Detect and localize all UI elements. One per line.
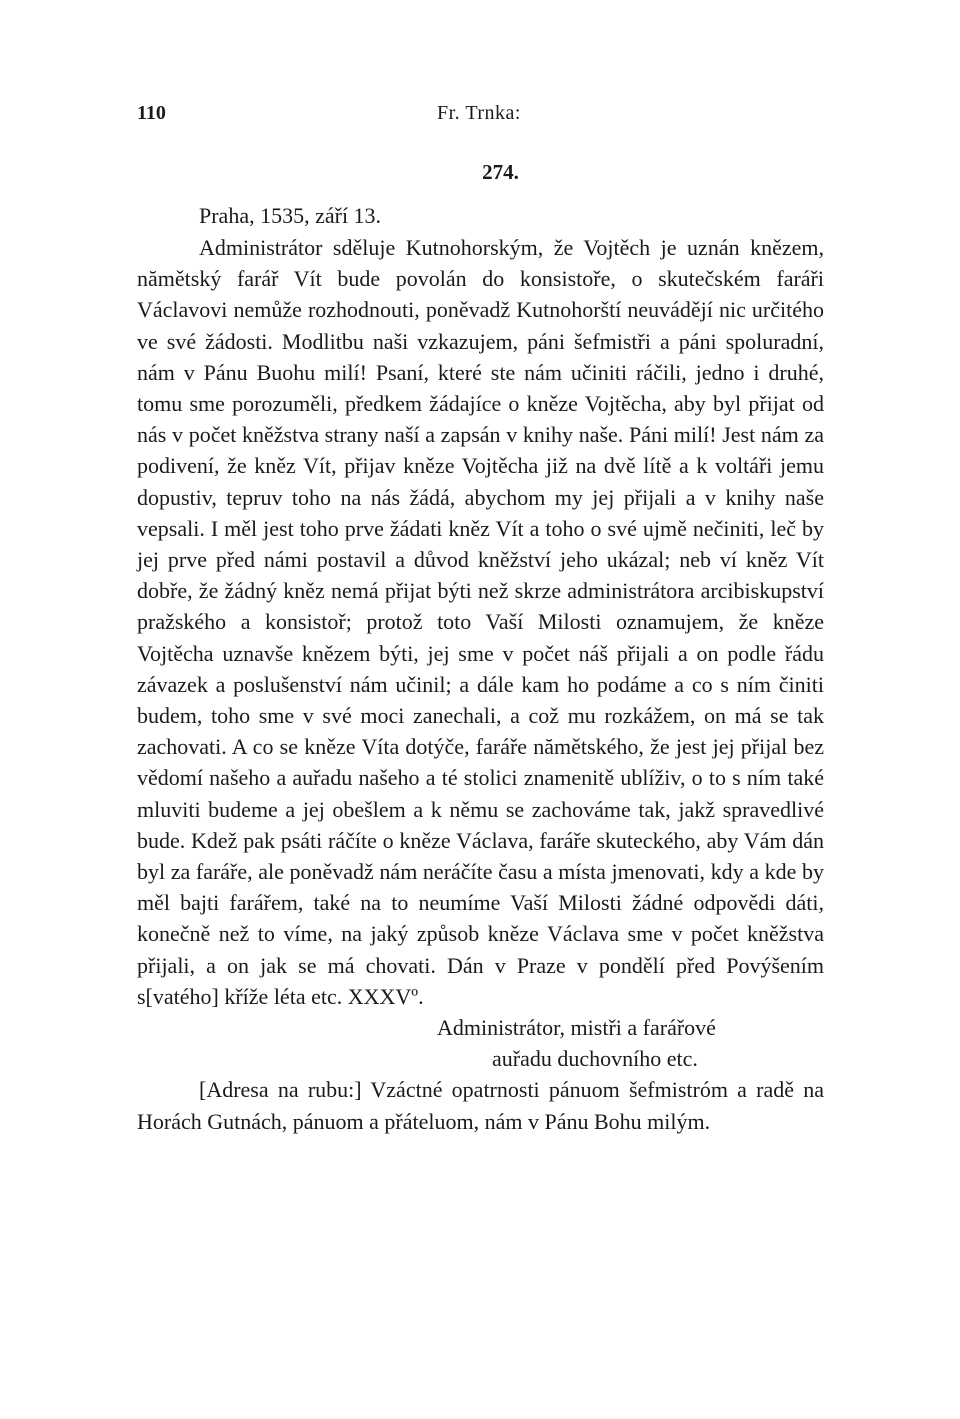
address-note: [Adresa na rubu:] Vzáctné opatrnosti pánuom šefmistróm a radě na Horách Gutnách, pánuom a přáteluom, nám v Pánu Bohu milým.	[137, 1077, 824, 1134]
running-head: Fr. Trnka:	[437, 102, 521, 124]
page-header	[137, 100, 824, 134]
dateline: Praha, 1535, září 13.	[199, 203, 382, 228]
signature-line-2: auřadu duchovního etc.	[492, 1046, 698, 1072]
signature	[137, 1012, 824, 1074]
signature-line-1: Administrátor, mistři a farářové	[437, 1015, 716, 1041]
document-number: 274.	[482, 160, 519, 184]
page-number: 110	[137, 102, 166, 124]
book-page	[137, 100, 824, 1137]
letter-body: Administrátor sděluje Kutnohorským, že Vojtěch je uznán knězem, nămětský farář Vít bude povolán do konsistoře, o skutečském faráři Václavovi nemůže rozhodnouti, poněvadž Kutnohorští neuvádějí nic určitého ve své žádosti. Modlitbu naši vzkazujem, páni šefmistři a páni spoluradní, nám v Pánu Buohu milí! Psaní, které ste nám učiniti ráčili, jedno i druhé, tomu sme porozuměli, předkem žádajíce o kněze Vojtěcha, aby byl přijat od nás v počet kněžstva strany naší a zapsán v knihy naše. Páni milí! Jest nám za podivení, že kněz Vít, přijav kněze Vojtěcha již na dvě lítě a k voltáři jemu dopustiv, tepruv toho na nás žádá, abychom my jej přijali a v knihy naše vepsali. I měl jest toho prve žádati kněz Vít a toho o své ujmě nečiniti, leč by jej prve před námi postavil a důvod kněžství jeho ukázal; neb ví kněz Vít dobře, že žádný kněz nemá přijat býti než skrze administrátora arcibiskupství pražského a konsistoř; protož toto Vaší Milosti oznamujem, že kněze Vojtěcha uznavše knězem býti, jej sme v počet náš přijali a on podle řádu závazek a poslušenství nám učinil; a dále kam ho podáme a co s ním činiti budem, toho sme v své moci zanechali, a což mu rozkážem, on má se tak zachovati. A co se kněze Víta dotýče, faráře nămětského, že jest jej přijal bez vědomí našeho a auřadu našeho a té stolici znamenitě ublíživ, o to s ním také mluviti budeme a jej obešlem a k němu se zachováme tak, jakž spravedlivé bude. Kdež pak psáti ráčíte o kněze Václava, faráře skuteckého, aby Vám dán byl za faráře, ale poněvadž nám neráčíte času a místa jmenovati, kdy a kde by měl bajti farářem, také na to neumíme Vaší Milosti žádné odpovědi dáti, konečně než to víme, na jaký způsob kněze Václava sme v počet kněžstva přijali, a on jak se má chovati. Dán v Praze v pondělí před Povýšením s[vatého] kříže léta etc. XXXVº.	[137, 235, 824, 1009]
